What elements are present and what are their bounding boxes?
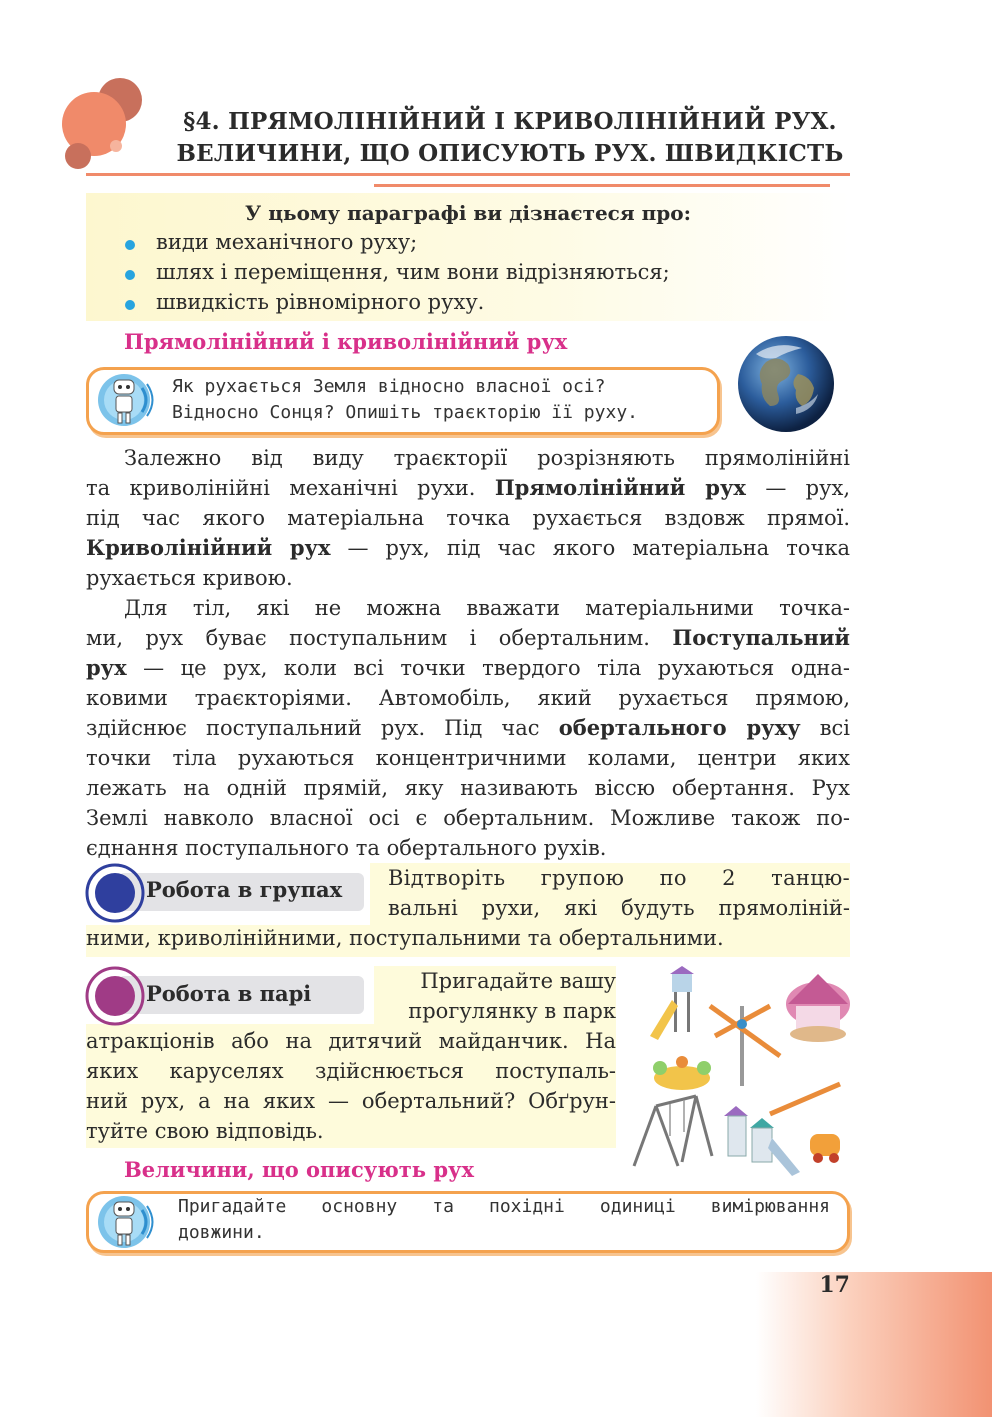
group-work-text: Відтворіть групою по 2 танцю- вальні рухи, які будуть прямоліній- xyxy=(388,866,850,920)
section-heading: Величини, що описують рух xyxy=(124,1157,474,1182)
earth-image xyxy=(736,334,836,434)
question-text: Як рухається Земля відносно власної осі? Відносно Сонця? Опишіть траєкторію її руху. xyxy=(172,376,638,423)
robot-icon xyxy=(94,370,158,430)
group-work-label: Робота в групах xyxy=(146,877,343,902)
paragraph-2: Для тіл, які не можна вважати матеріальними точка- ми, рух буває поступальним і обертальним. Поступальний рух — це рух, коли всі точки твердого тіла рухаються однa- ковими траєкторіями. Автомобіль, який рухається прямою, здійснює поступальний рух. Під час обертального руху всі точки тіла рухаються концентричними колами, центри яких лежать на одній прямій, яку називають віссю обертання. Рух Землі навколо власної осі є обертальним. Можливе також по- єднання поступального та обертального рухів. xyxy=(86,596,851,860)
seesaw xyxy=(770,1084,840,1114)
term-rectilinear: Прямолінійний рух xyxy=(494,475,746,500)
bullet-icon xyxy=(125,300,135,310)
small-carousel xyxy=(653,1056,711,1090)
pair-work-label: Робота в парі xyxy=(146,981,312,1006)
paragraph-1: Залежно від виду траєкторії розрізняють прямолінійні та криволінійні механічні рухи. Прямолінійний рух — рух, під час якого матеріальна точка рухається вздовж прямої. Криволінійний рух — рух, під час якого матеріальна точка рухається кривою. xyxy=(86,446,850,590)
decorative-circles xyxy=(58,78,148,173)
term-translational: Поступальний xyxy=(672,625,850,650)
pair-work-icon xyxy=(84,965,146,1027)
group-work-icon xyxy=(84,862,146,924)
title-rule xyxy=(86,173,850,176)
title-line-1: §4. ПРЯМОЛІНІЙНИЙ І КРИВОЛІНІЙНИЙ РУХ. xyxy=(183,108,837,135)
page-number: 17 xyxy=(819,1272,850,1298)
pair-work-text: Пригадайте вашу прогулянку в парк xyxy=(408,969,616,1023)
term-curvilinear: Криволінійний рух xyxy=(86,535,331,560)
swings xyxy=(634,1096,712,1166)
playground-illustration xyxy=(620,966,852,1186)
term-rotational: обертального руху xyxy=(558,715,801,740)
slide-tower xyxy=(650,966,694,1040)
rotating-ride xyxy=(710,1006,780,1086)
climbing-tower xyxy=(724,1106,800,1176)
section-heading: Прямолінійний і криволінійний рух xyxy=(124,329,568,354)
intro-heading: У цьому параграфі ви дізнаєтеся про: xyxy=(245,201,691,225)
question-text: Пригадайте основну та похідні одиниці вимірювання довжини. xyxy=(178,1196,830,1243)
car-ride xyxy=(810,1134,840,1163)
title-line-2: ВЕЛИЧИНИ, ЩО ОПИСУЮТЬ РУХ. ШВИДКІСТЬ xyxy=(176,140,844,167)
bullet-icon xyxy=(125,270,135,280)
carousel xyxy=(786,974,850,1042)
corner-gradient xyxy=(756,1272,992,1417)
group-work-text-cont: ними, криволінійними, поступальними та обертальними. xyxy=(86,926,724,950)
bullet-icon xyxy=(125,240,135,250)
page-title xyxy=(160,106,860,170)
robot-icon xyxy=(94,1192,158,1252)
pair-work-text-cont: атракціонів або на дитячий майданчик. На яких каруселях здійснюється поступаль- ний рух, а на яких — обертальний? Обґрун- туйте свою відповідь. xyxy=(86,1029,616,1143)
title-rule-short xyxy=(374,184,830,187)
